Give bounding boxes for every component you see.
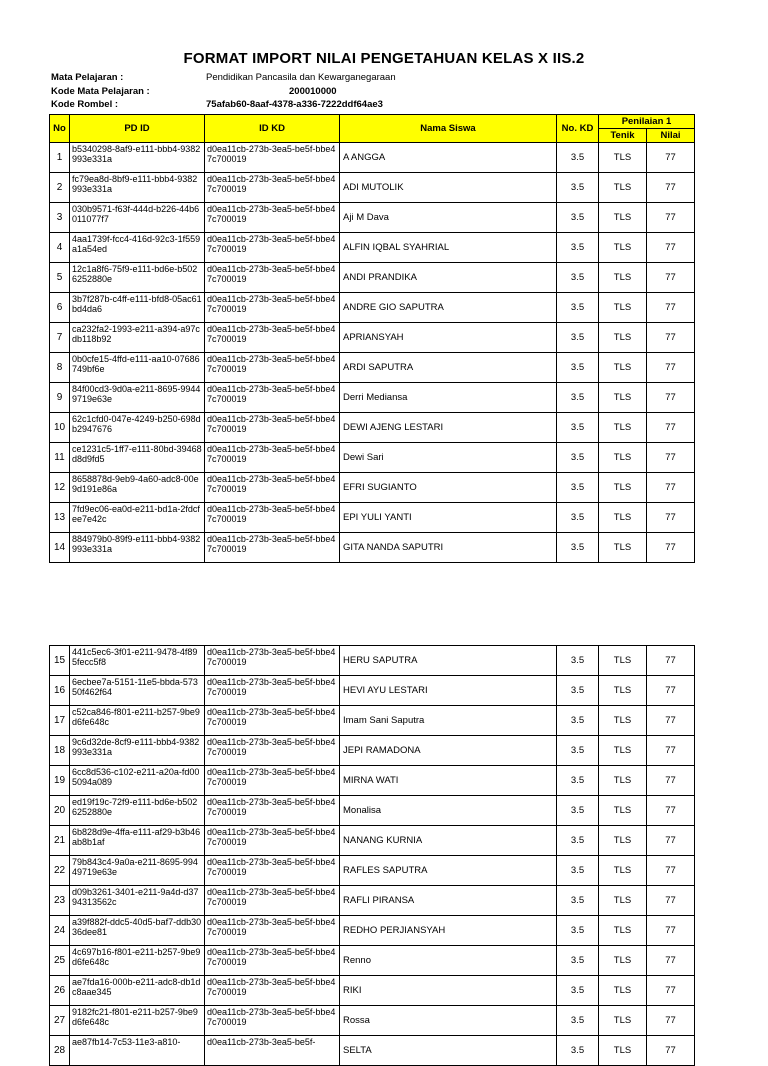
teknik-cell: TLS bbox=[599, 826, 647, 856]
table-row bbox=[50, 443, 695, 473]
nilai-cell: 77 bbox=[647, 946, 695, 976]
rombel-label: Kode Rombel : bbox=[51, 99, 119, 110]
student-name-cell: EPI YULI YANTI bbox=[340, 503, 557, 533]
kode-mapel-label: Kode Mata Pelajaran : bbox=[51, 86, 150, 97]
no-kd-cell: 3.5 bbox=[557, 443, 599, 473]
pd-id-cell: 884979b0-89f9-e111-bbb4-9382993e331a bbox=[70, 533, 205, 563]
no-kd-cell: 3.5 bbox=[557, 946, 599, 976]
no-kd-cell: 3.5 bbox=[557, 766, 599, 796]
id-kd-cell: d0ea11cb-273b-3ea5-be5f-bbe47c700019 bbox=[205, 1006, 340, 1036]
pd-id-cell: 441c5ec6-3f01-e211-9478-4f895fecc5f8 bbox=[70, 646, 205, 676]
nilai-cell: 77 bbox=[647, 533, 695, 563]
teknik-cell: TLS bbox=[599, 856, 647, 886]
teknik-cell: TLS bbox=[599, 443, 647, 473]
no-kd-cell: 3.5 bbox=[557, 203, 599, 233]
no-kd-cell: 3.5 bbox=[557, 383, 599, 413]
teknik-cell: TLS bbox=[599, 263, 647, 293]
pd-id-cell: 9182fc21-f801-e211-b257-9be9d6fe648c bbox=[70, 1006, 205, 1036]
nilai-cell: 77 bbox=[647, 706, 695, 736]
id-kd-cell: d0ea11cb-273b-3ea5-be5f-bbe47c700019 bbox=[205, 736, 340, 766]
nilai-cell: 77 bbox=[647, 976, 695, 1006]
id-kd-cell: d0ea11cb-273b-3ea5-be5f- bbox=[205, 1036, 340, 1066]
row-number: 25 bbox=[50, 946, 70, 976]
student-name-cell: ANDI PRANDIKA bbox=[340, 263, 557, 293]
student-name-cell: SELTA bbox=[340, 1036, 557, 1066]
nilai-cell: 77 bbox=[647, 856, 695, 886]
student-name-cell: ANDRE GIO SAPUTRA bbox=[340, 293, 557, 323]
row-number: 5 bbox=[50, 263, 70, 293]
nilai-cell: 77 bbox=[647, 443, 695, 473]
nilai-cell: 77 bbox=[647, 413, 695, 443]
teknik-cell: TLS bbox=[599, 323, 647, 353]
student-name-cell: DEWI AJENG LESTARI bbox=[340, 413, 557, 443]
rombel-value: 75afab60-8aaf-4378-a336-7222ddf64ae3 bbox=[206, 99, 383, 110]
row-number: 21 bbox=[50, 826, 70, 856]
row-number: 15 bbox=[50, 646, 70, 676]
id-kd-cell: d0ea11cb-273b-3ea5-be5f-bbe47c700019 bbox=[205, 263, 340, 293]
no-kd-cell: 3.5 bbox=[557, 856, 599, 886]
id-kd-cell: d0ea11cb-273b-3ea5-be5f-bbe47c700019 bbox=[205, 533, 340, 563]
row-number: 8 bbox=[50, 353, 70, 383]
row-number: 9 bbox=[50, 383, 70, 413]
teknik-cell: TLS bbox=[599, 916, 647, 946]
table-row bbox=[50, 323, 695, 353]
kode-mapel-value: 200010000 bbox=[289, 86, 337, 97]
student-name-cell: ARDI SAPUTRA bbox=[340, 353, 557, 383]
student-name-cell: Dewi Sari bbox=[340, 443, 557, 473]
table-row bbox=[50, 293, 695, 323]
no-kd-cell: 3.5 bbox=[557, 293, 599, 323]
header-nilai: Nilai bbox=[647, 129, 695, 143]
table-row bbox=[50, 916, 695, 946]
no-kd-cell: 3.5 bbox=[557, 796, 599, 826]
id-kd-cell: d0ea11cb-273b-3ea5-be5f-bbe47c700019 bbox=[205, 353, 340, 383]
teknik-cell: TLS bbox=[599, 766, 647, 796]
pd-id-cell: 79b843c4-9a0a-e211-8695-99449719e63e bbox=[70, 856, 205, 886]
mapel-label: Mata Pelajaran : bbox=[51, 72, 124, 83]
pd-id-cell: ae87fb14-7c53-11e3-a810- bbox=[70, 1036, 205, 1066]
table-row bbox=[50, 1036, 695, 1066]
id-kd-cell: d0ea11cb-273b-3ea5-be5f-bbe47c700019 bbox=[205, 916, 340, 946]
teknik-cell: TLS bbox=[599, 796, 647, 826]
no-kd-cell: 3.5 bbox=[557, 473, 599, 503]
student-name-cell: HEVI AYU LESTARI bbox=[340, 676, 557, 706]
student-name-cell: Aji M Dava bbox=[340, 203, 557, 233]
id-kd-cell: d0ea11cb-273b-3ea5-be5f-bbe47c700019 bbox=[205, 173, 340, 203]
no-kd-cell: 3.5 bbox=[557, 916, 599, 946]
nilai-cell: 77 bbox=[647, 323, 695, 353]
table-row bbox=[50, 736, 695, 766]
student-name-cell: REDHO PERJIANSYAH bbox=[340, 916, 557, 946]
teknik-cell: TLS bbox=[599, 233, 647, 263]
row-number: 26 bbox=[50, 976, 70, 1006]
id-kd-cell: d0ea11cb-273b-3ea5-be5f-bbe47c700019 bbox=[205, 676, 340, 706]
table-row bbox=[50, 203, 695, 233]
teknik-cell: TLS bbox=[599, 706, 647, 736]
student-name-cell: RIKI bbox=[340, 976, 557, 1006]
no-kd-cell: 3.5 bbox=[557, 533, 599, 563]
row-number: 16 bbox=[50, 676, 70, 706]
teknik-cell: TLS bbox=[599, 173, 647, 203]
student-name-cell: Derri Mediansa bbox=[340, 383, 557, 413]
header-no: No bbox=[50, 115, 70, 143]
student-name-cell: Monalisa bbox=[340, 796, 557, 826]
pd-id-cell: 62c1cfd0-047e-4249-b250-698db2947676 bbox=[70, 413, 205, 443]
no-kd-cell: 3.5 bbox=[557, 826, 599, 856]
row-number: 23 bbox=[50, 886, 70, 916]
nilai-cell: 77 bbox=[647, 173, 695, 203]
teknik-cell: TLS bbox=[599, 946, 647, 976]
nilai-cell: 77 bbox=[647, 143, 695, 173]
student-name-cell: APRIANSYAH bbox=[340, 323, 557, 353]
teknik-cell: TLS bbox=[599, 1006, 647, 1036]
row-number: 18 bbox=[50, 736, 70, 766]
table-row bbox=[50, 413, 695, 443]
no-kd-cell: 3.5 bbox=[557, 736, 599, 766]
pd-id-cell: ca232fa2-1993-e211-a394-a97cdb118b92 bbox=[70, 323, 205, 353]
no-kd-cell: 3.5 bbox=[557, 706, 599, 736]
pd-id-cell: ae7fda16-000b-e211-adc8-db1dc8aae345 bbox=[70, 976, 205, 1006]
teknik-cell: TLS bbox=[599, 676, 647, 706]
id-kd-cell: d0ea11cb-273b-3ea5-be5f-bbe47c700019 bbox=[205, 826, 340, 856]
row-number: 12 bbox=[50, 473, 70, 503]
student-name-cell: EFRI SUGIANTO bbox=[340, 473, 557, 503]
teknik-cell: TLS bbox=[599, 1036, 647, 1066]
table-row bbox=[50, 353, 695, 383]
mapel-value: Pendidikan Pancasila dan Kewarganegaraan bbox=[206, 72, 396, 83]
id-kd-cell: d0ea11cb-273b-3ea5-be5f-bbe47c700019 bbox=[205, 473, 340, 503]
table-row bbox=[50, 233, 695, 263]
table-row bbox=[50, 856, 695, 886]
nilai-cell: 77 bbox=[647, 886, 695, 916]
row-number: 20 bbox=[50, 796, 70, 826]
pd-id-cell: 0b0cfe15-4ffd-e111-aa10-07686749bf6e bbox=[70, 353, 205, 383]
table-row bbox=[50, 706, 695, 736]
row-number: 22 bbox=[50, 856, 70, 886]
teknik-cell: TLS bbox=[599, 293, 647, 323]
teknik-cell: TLS bbox=[599, 886, 647, 916]
grades-table-page-1 bbox=[49, 114, 695, 563]
no-kd-cell: 3.5 bbox=[557, 233, 599, 263]
row-number: 28 bbox=[50, 1036, 70, 1066]
table-row bbox=[50, 766, 695, 796]
student-name-cell: ALFIN IQBAL SYAHRIAL bbox=[340, 233, 557, 263]
pd-id-cell: 84f00cd3-9d0a-e211-8695-99449719e63e bbox=[70, 383, 205, 413]
teknik-cell: TLS bbox=[599, 473, 647, 503]
table-row bbox=[50, 173, 695, 203]
row-number: 10 bbox=[50, 413, 70, 443]
row-number: 17 bbox=[50, 706, 70, 736]
header-teknik: Tenik bbox=[599, 129, 647, 143]
id-kd-cell: d0ea11cb-273b-3ea5-be5f-bbe47c700019 bbox=[205, 886, 340, 916]
row-number: 4 bbox=[50, 233, 70, 263]
student-name-cell: JEPI RAMADONA bbox=[340, 736, 557, 766]
row-number: 6 bbox=[50, 293, 70, 323]
nilai-cell: 77 bbox=[647, 1036, 695, 1066]
table-row bbox=[50, 646, 695, 676]
pd-id-cell: 4c697b16-f801-e211-b257-9be9d6fe648c bbox=[70, 946, 205, 976]
table-row bbox=[50, 1006, 695, 1036]
id-kd-cell: d0ea11cb-273b-3ea5-be5f-bbe47c700019 bbox=[205, 323, 340, 353]
table-row bbox=[50, 676, 695, 706]
id-kd-cell: d0ea11cb-273b-3ea5-be5f-bbe47c700019 bbox=[205, 503, 340, 533]
pd-id-cell: 6cc8d536-c102-e211-a20a-fd005094a089 bbox=[70, 766, 205, 796]
row-number: 3 bbox=[50, 203, 70, 233]
pd-id-cell: 7fd9ec06-ea0d-e211-bd1a-2fdcfee7e42c bbox=[70, 503, 205, 533]
teknik-cell: TLS bbox=[599, 203, 647, 233]
id-kd-cell: d0ea11cb-273b-3ea5-be5f-bbe47c700019 bbox=[205, 646, 340, 676]
no-kd-cell: 3.5 bbox=[557, 503, 599, 533]
table-row bbox=[50, 886, 695, 916]
pd-id-cell: 9c6d32de-8cf9-e111-bbb4-9382993e331a bbox=[70, 736, 205, 766]
teknik-cell: TLS bbox=[599, 413, 647, 443]
teknik-cell: TLS bbox=[599, 976, 647, 1006]
header-pd-id: PD ID bbox=[70, 115, 205, 143]
student-name-cell: ADI MUTOLIK bbox=[340, 173, 557, 203]
header-no-kd: No. KD bbox=[557, 115, 599, 143]
pd-id-cell: 030b9571-f63f-444d-b226-44b6011077f7 bbox=[70, 203, 205, 233]
nilai-cell: 77 bbox=[647, 766, 695, 796]
table-row bbox=[50, 473, 695, 503]
no-kd-cell: 3.5 bbox=[557, 886, 599, 916]
table-row bbox=[50, 383, 695, 413]
id-kd-cell: d0ea11cb-273b-3ea5-be5f-bbe47c700019 bbox=[205, 946, 340, 976]
id-kd-cell: d0ea11cb-273b-3ea5-be5f-bbe47c700019 bbox=[205, 766, 340, 796]
teknik-cell: TLS bbox=[599, 736, 647, 766]
table-row bbox=[50, 946, 695, 976]
id-kd-cell: d0ea11cb-273b-3ea5-be5f-bbe47c700019 bbox=[205, 796, 340, 826]
id-kd-cell: d0ea11cb-273b-3ea5-be5f-bbe47c700019 bbox=[205, 856, 340, 886]
student-name-cell: RAFLES SAPUTRA bbox=[340, 856, 557, 886]
table-row bbox=[50, 533, 695, 563]
pd-id-cell: 3b7f287b-c4ff-e111-bfd8-05ac61bd4da6 bbox=[70, 293, 205, 323]
nilai-cell: 77 bbox=[647, 473, 695, 503]
header-nama: Nama Siswa bbox=[340, 115, 557, 143]
student-name-cell: GITA NANDA SAPUTRI bbox=[340, 533, 557, 563]
id-kd-cell: d0ea11cb-273b-3ea5-be5f-bbe47c700019 bbox=[205, 233, 340, 263]
id-kd-cell: d0ea11cb-273b-3ea5-be5f-bbe47c700019 bbox=[205, 706, 340, 736]
table-row bbox=[50, 503, 695, 533]
table-row bbox=[50, 143, 695, 173]
nilai-cell: 77 bbox=[647, 736, 695, 766]
nilai-cell: 77 bbox=[647, 353, 695, 383]
table-row bbox=[50, 826, 695, 856]
row-number: 19 bbox=[50, 766, 70, 796]
student-name-cell: Imam Sani Saputra bbox=[340, 706, 557, 736]
student-name-cell: Renno bbox=[340, 946, 557, 976]
nilai-cell: 77 bbox=[647, 203, 695, 233]
pd-id-cell: c52ca846-f801-e211-b257-9be9d6fe648c bbox=[70, 706, 205, 736]
id-kd-cell: d0ea11cb-273b-3ea5-be5f-bbe47c700019 bbox=[205, 413, 340, 443]
no-kd-cell: 3.5 bbox=[557, 976, 599, 1006]
pd-id-cell: 12c1a8f6-75f9-e111-bd6e-b5026252880e bbox=[70, 263, 205, 293]
pd-id-cell: a39f882f-ddc5-40d5-baf7-ddb3036dee81 bbox=[70, 916, 205, 946]
pd-id-cell: 6b828d9e-4ffa-e111-af29-b3b46ab8b1af bbox=[70, 826, 205, 856]
nilai-cell: 77 bbox=[647, 1006, 695, 1036]
nilai-cell: 77 bbox=[647, 646, 695, 676]
grades-table-page-2 bbox=[49, 645, 695, 1066]
nilai-cell: 77 bbox=[647, 916, 695, 946]
no-kd-cell: 3.5 bbox=[557, 646, 599, 676]
header-id-kd: ID KD bbox=[205, 115, 340, 143]
no-kd-cell: 3.5 bbox=[557, 173, 599, 203]
table-row bbox=[50, 796, 695, 826]
row-number: 13 bbox=[50, 503, 70, 533]
teknik-cell: TLS bbox=[599, 646, 647, 676]
id-kd-cell: d0ea11cb-273b-3ea5-be5f-bbe47c700019 bbox=[205, 293, 340, 323]
student-name-cell: RAFLI PIRANSA bbox=[340, 886, 557, 916]
no-kd-cell: 3.5 bbox=[557, 1006, 599, 1036]
pd-id-cell: ce1231c5-1ff7-e111-80bd-39468d8d9fd5 bbox=[70, 443, 205, 473]
row-number: 2 bbox=[50, 173, 70, 203]
student-name-cell: MIRNA WATI bbox=[340, 766, 557, 796]
no-kd-cell: 3.5 bbox=[557, 263, 599, 293]
row-number: 14 bbox=[50, 533, 70, 563]
no-kd-cell: 3.5 bbox=[557, 1036, 599, 1066]
no-kd-cell: 3.5 bbox=[557, 413, 599, 443]
teknik-cell: TLS bbox=[599, 533, 647, 563]
pd-id-cell: fc79ea8d-8bf9-e111-bbb4-9382993e331a bbox=[70, 173, 205, 203]
teknik-cell: TLS bbox=[599, 143, 647, 173]
row-number: 27 bbox=[50, 1006, 70, 1036]
row-number: 11 bbox=[50, 443, 70, 473]
nilai-cell: 77 bbox=[647, 233, 695, 263]
nilai-cell: 77 bbox=[647, 503, 695, 533]
header-penilaian: Penilaian 1 bbox=[599, 115, 695, 129]
id-kd-cell: d0ea11cb-273b-3ea5-be5f-bbe47c700019 bbox=[205, 203, 340, 233]
teknik-cell: TLS bbox=[599, 503, 647, 533]
table-row bbox=[50, 263, 695, 293]
row-number: 1 bbox=[50, 143, 70, 173]
no-kd-cell: 3.5 bbox=[557, 143, 599, 173]
pd-id-cell: 8658878d-9eb9-4a60-adc8-00e9d191e86a bbox=[70, 473, 205, 503]
id-kd-cell: d0ea11cb-273b-3ea5-be5f-bbe47c700019 bbox=[205, 383, 340, 413]
page-title: FORMAT IMPORT NILAI PENGETAHUAN KELAS X IIS.2 bbox=[183, 50, 585, 67]
teknik-cell: TLS bbox=[599, 383, 647, 413]
nilai-cell: 77 bbox=[647, 263, 695, 293]
no-kd-cell: 3.5 bbox=[557, 353, 599, 383]
nilai-cell: 77 bbox=[647, 676, 695, 706]
student-name-cell: NANANG KURNIA bbox=[340, 826, 557, 856]
id-kd-cell: d0ea11cb-273b-3ea5-be5f-bbe47c700019 bbox=[205, 976, 340, 1006]
pd-id-cell: 4aa1739f-fcc4-416d-92c3-1f559a1a54ed bbox=[70, 233, 205, 263]
student-name-cell: HERU SAPUTRA bbox=[340, 646, 557, 676]
nilai-cell: 77 bbox=[647, 383, 695, 413]
nilai-cell: 77 bbox=[647, 293, 695, 323]
no-kd-cell: 3.5 bbox=[557, 676, 599, 706]
student-name-cell: Rossa bbox=[340, 1006, 557, 1036]
teknik-cell: TLS bbox=[599, 353, 647, 383]
no-kd-cell: 3.5 bbox=[557, 323, 599, 353]
pd-id-cell: d09b3261-3401-e211-9a4d-d3794313562c bbox=[70, 886, 205, 916]
pd-id-cell: ed19f19c-72f9-e111-bd6e-b5026252880e bbox=[70, 796, 205, 826]
nilai-cell: 77 bbox=[647, 796, 695, 826]
pd-id-cell: b5340298-8af9-e111-bbb4-9382993e331a bbox=[70, 143, 205, 173]
id-kd-cell: d0ea11cb-273b-3ea5-be5f-bbe47c700019 bbox=[205, 143, 340, 173]
id-kd-cell: d0ea11cb-273b-3ea5-be5f-bbe47c700019 bbox=[205, 443, 340, 473]
table-row bbox=[50, 976, 695, 1006]
student-name-cell: A ANGGA bbox=[340, 143, 557, 173]
row-number: 24 bbox=[50, 916, 70, 946]
pd-id-cell: 6ecbee7a-5151-11e5-bbda-57350f462f64 bbox=[70, 676, 205, 706]
row-number: 7 bbox=[50, 323, 70, 353]
nilai-cell: 77 bbox=[647, 826, 695, 856]
